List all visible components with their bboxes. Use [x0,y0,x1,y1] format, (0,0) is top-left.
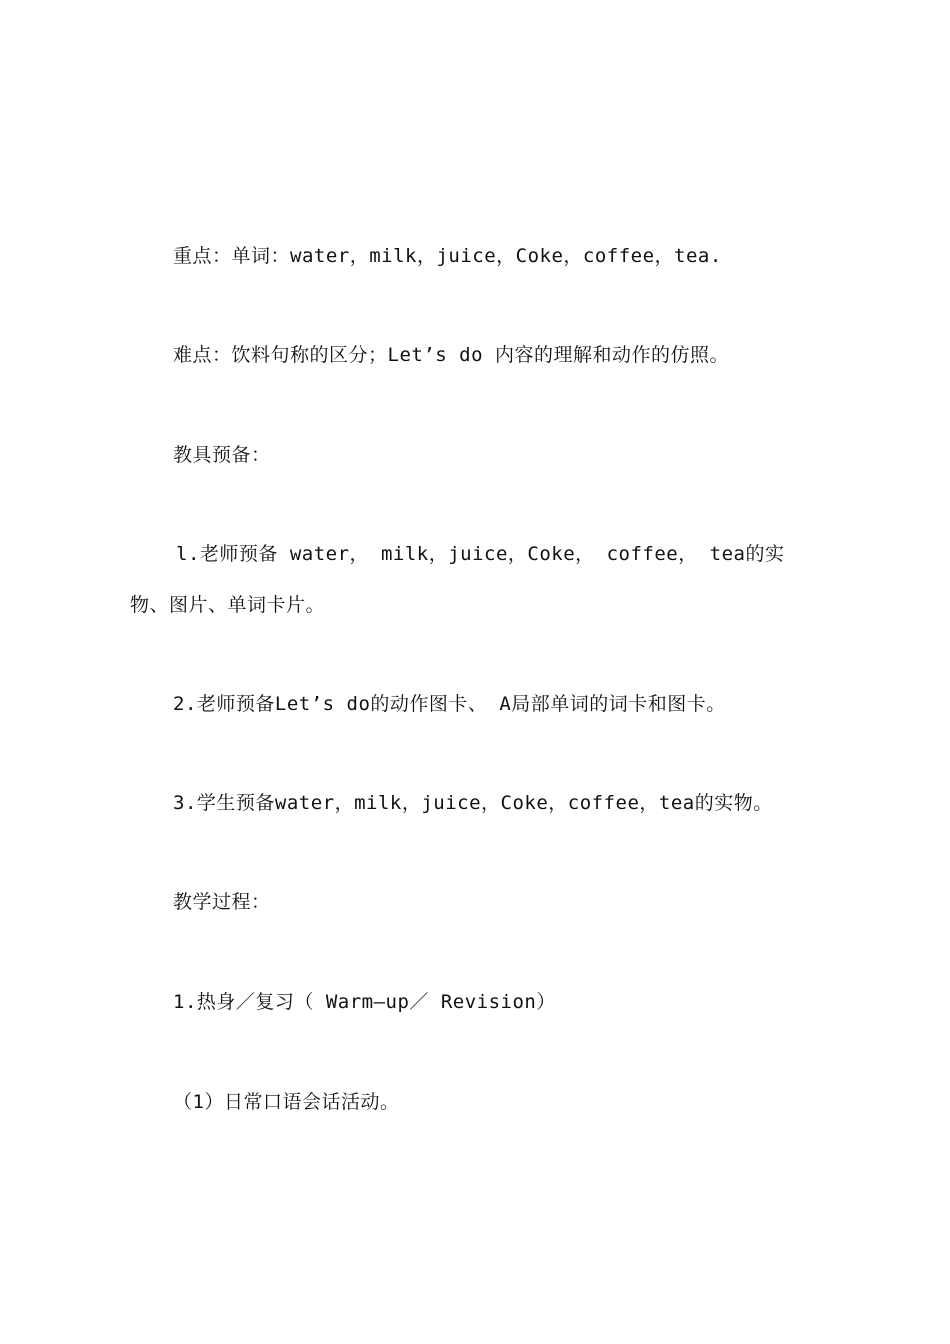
aid-2-line: 2.老师预备Let’s do的动作图卡、 A局部单词的词卡和图卡。 [173,693,726,715]
teaching-aids-heading: 教具预备： [173,444,271,466]
aid-1-line-2: 物、图片、单词卡片。 [130,594,326,616]
step-1-line: 1.热身／复习（ Warm—up／ Revision） [173,991,556,1013]
aid-3-line: 3.学生预备water，milk，juice，Coke，coffee，tea的实物。 [173,792,773,814]
process-heading: 教学过程： [173,891,271,913]
difficult-points-line: 难点：饮料句称的区分；Let’s do 内容的理解和动作的仿照。 [173,344,729,366]
step-1-1-line: （1）日常口语会话活动。 [173,1091,400,1113]
key-points-line: 重点：单词：water，milk，juice，Coke，coffee，tea. [173,245,722,267]
aid-1-line-1: l.老师预备 water， milk，juice，Coke， coffee， tea的实 [176,543,785,565]
